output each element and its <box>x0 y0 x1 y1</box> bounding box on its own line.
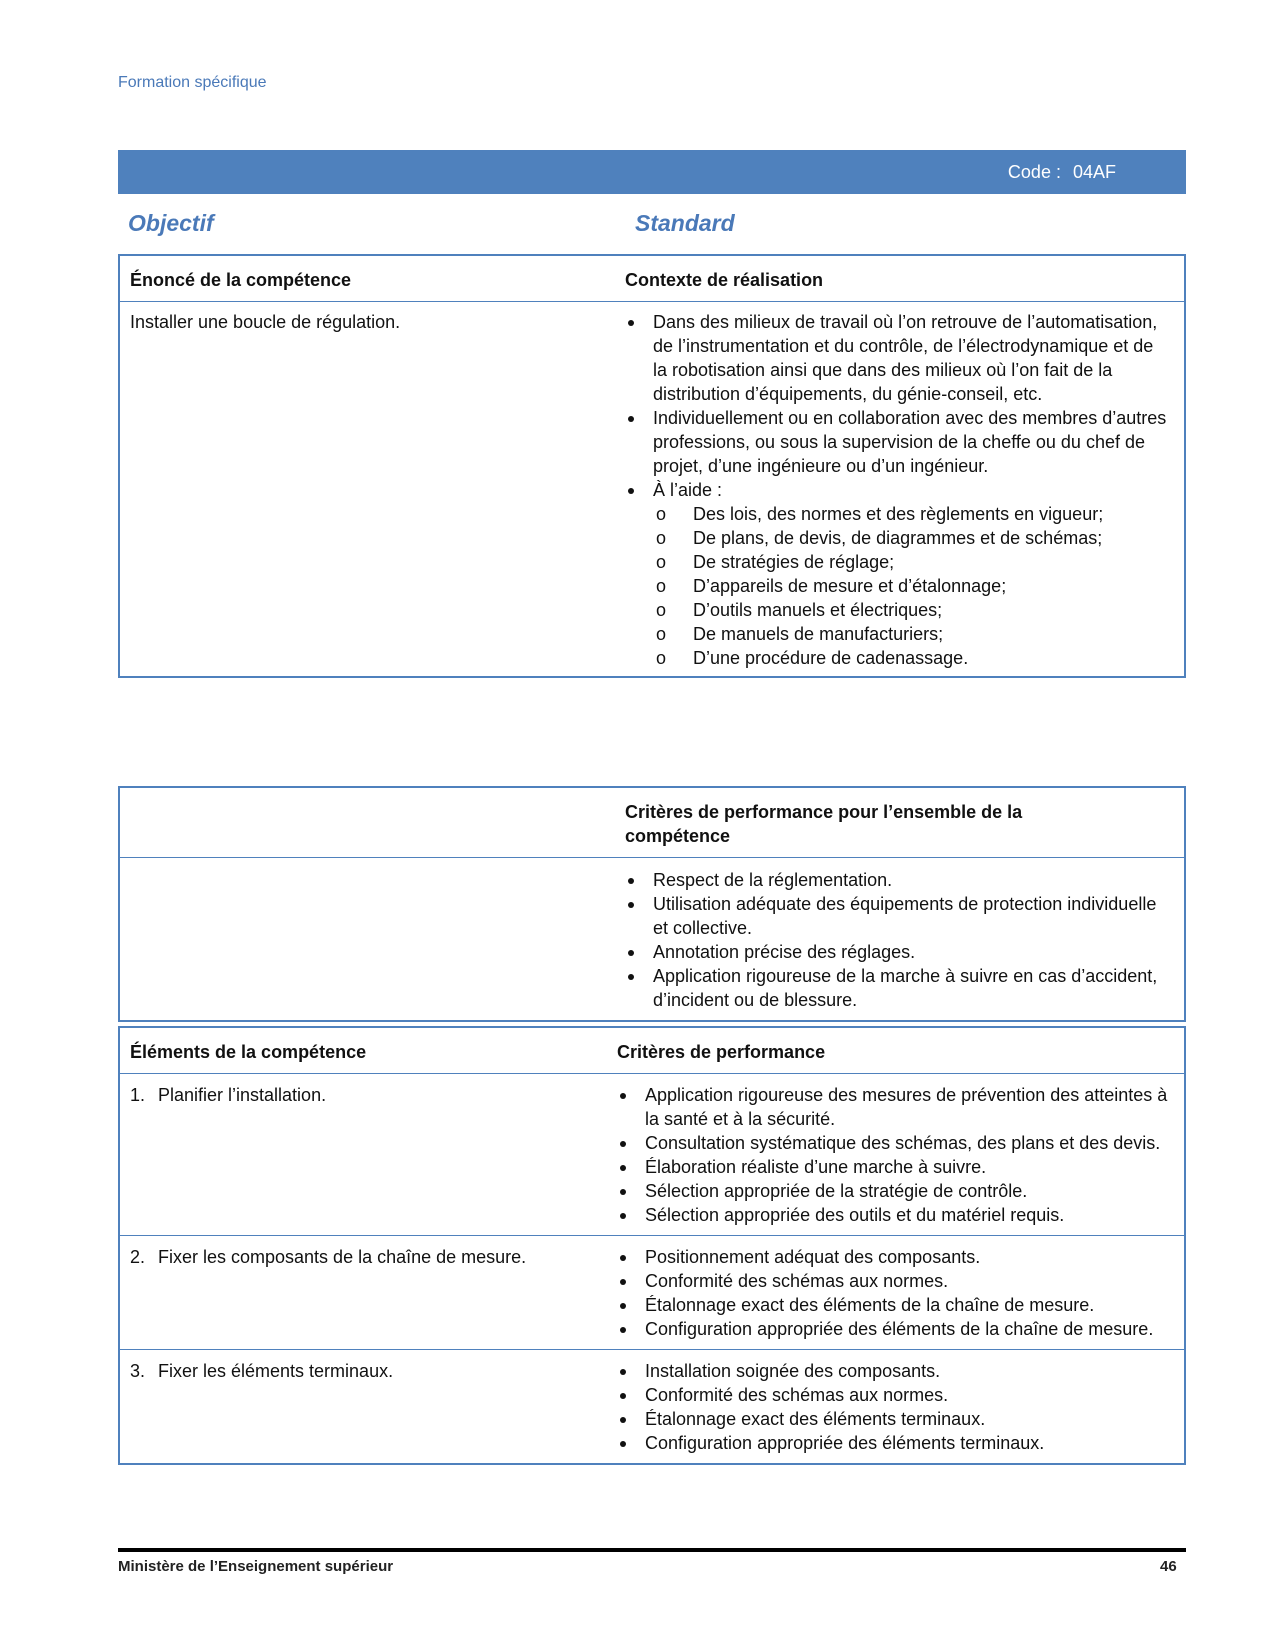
page-number: 46 <box>1160 1558 1177 1575</box>
sub-list-item: o D’une procédure de cadenassage. <box>653 646 1170 670</box>
table-row <box>119 1074 1185 1236</box>
criteria-list <box>617 1245 1170 1341</box>
col-header-context: Contexte de réalisation <box>625 270 824 290</box>
element-text: Planifier l’installation. <box>158 1085 327 1105</box>
running-header: Formation spécifique <box>118 74 267 91</box>
col-header-statement: Énoncé de la compétence <box>130 270 352 290</box>
list-item: Individuellement ou en collaboration avec des membres d’autres professions, ou sous la supervision de la cheffe ou du chef de projet, d’une ingénieure ou d’un ingénieur. <box>625 406 1170 478</box>
criteria-list <box>617 1083 1170 1227</box>
list-item: Configuration appropriée des éléments de la chaîne de mesure. <box>617 1317 1170 1341</box>
footer-ministry: Ministère de l’Enseignement supérieur <box>118 1558 394 1575</box>
table-row <box>119 1236 1185 1350</box>
context-list <box>625 310 1170 670</box>
sub-list-item: o Des lois, des normes et des règlements en vigueur; <box>653 502 1170 526</box>
element-text: Fixer les éléments terminaux. <box>158 1361 394 1381</box>
list-item: Configuration appropriée des éléments terminaux. <box>617 1431 1170 1455</box>
context-table <box>118 254 1186 678</box>
code-banner <box>118 150 1186 194</box>
list-item: Conformité des schémas aux normes. <box>617 1269 1170 1293</box>
list-item: Étalonnage exact des éléments terminaux. <box>617 1407 1170 1431</box>
list-item: Sélection appropriée des outils et du matériel requis. <box>617 1203 1170 1227</box>
footer-divider <box>118 1548 1186 1552</box>
sub-list-item: o D’outils manuels et électriques; <box>653 598 1170 622</box>
table-row <box>119 1350 1185 1465</box>
element-number: 1. <box>130 1085 146 1105</box>
standard-heading: Standard <box>635 210 735 236</box>
competency-code <box>1008 162 1116 183</box>
list-item <box>625 478 1170 670</box>
code-value: 04AF <box>1072 162 1116 182</box>
list-item: Conformité des schémas aux normes. <box>617 1383 1170 1407</box>
list-item: Installation soignée des composants. <box>617 1359 1170 1383</box>
list-item: Utilisation adéquate des équipements de protection individuelle et collective. <box>625 892 1164 940</box>
sub-list-item: o De manuels de manufacturiers; <box>653 622 1170 646</box>
element-number: 2. <box>130 1247 146 1267</box>
list-item: Consultation systématique des schémas, des plans et des devis. <box>617 1131 1170 1155</box>
col-header-elements: Éléments de la compétence <box>130 1042 367 1062</box>
list-item: Élaboration réaliste d’une marche à suivre. <box>617 1155 1170 1179</box>
sub-list-item: o De plans, de devis, de diagrammes et de schémas; <box>653 526 1170 550</box>
col-header-criteria: Critères de performance <box>617 1042 826 1062</box>
element-cell <box>119 1074 617 1236</box>
element-text: Fixer les composants de la chaîne de mesure. <box>158 1247 527 1267</box>
sub-list-item: o D’appareils de mesure et d’étalonnage; <box>653 574 1170 598</box>
competency-statement: Installer une boucle de régulation. <box>119 302 625 678</box>
list-item: Application rigoureuse des mesures de prévention des atteintes à la santé et à la sécurité. <box>617 1083 1170 1131</box>
element-cell <box>119 1350 617 1465</box>
tools-sublist <box>653 502 1170 670</box>
sub-list-item: o De stratégies de réglage; <box>653 550 1170 574</box>
overall-criteria-table <box>118 786 1186 1022</box>
overall-criteria-list <box>625 868 1164 1012</box>
list-item: Étalonnage exact des éléments de la chaîne de mesure. <box>617 1293 1170 1317</box>
element-cell <box>119 1236 617 1350</box>
elements-table <box>118 1026 1186 1465</box>
list-item-label: À l’aide : <box>653 480 723 500</box>
list-item: Annotation précise des réglages. <box>625 940 1164 964</box>
list-item: Positionnement adéquat des composants. <box>617 1245 1170 1269</box>
list-item: Respect de la réglementation. <box>625 868 1164 892</box>
criteria-list <box>617 1359 1170 1455</box>
list-item: Dans des milieux de travail où l’on retrouve de l’automatisation, de l’instrumentation et du contrôle, de l’électrodynamique et de la robotisation ainsi que dans des milieux où l’on fait de la distribution d’équipements, du génie-conseil, etc. <box>625 310 1170 406</box>
element-number: 3. <box>130 1361 146 1381</box>
code-label: Code : <box>1007 162 1061 182</box>
overall-criteria-header: Critères de performance pour l’ensemble de la compétence <box>625 802 1023 846</box>
list-item: Application rigoureuse de la marche à suivre en cas d’accident, d’incident ou de blessure. <box>625 964 1164 1012</box>
objectif-heading: Objectif <box>128 210 214 236</box>
list-item: Sélection appropriée de la stratégie de contrôle. <box>617 1179 1170 1203</box>
